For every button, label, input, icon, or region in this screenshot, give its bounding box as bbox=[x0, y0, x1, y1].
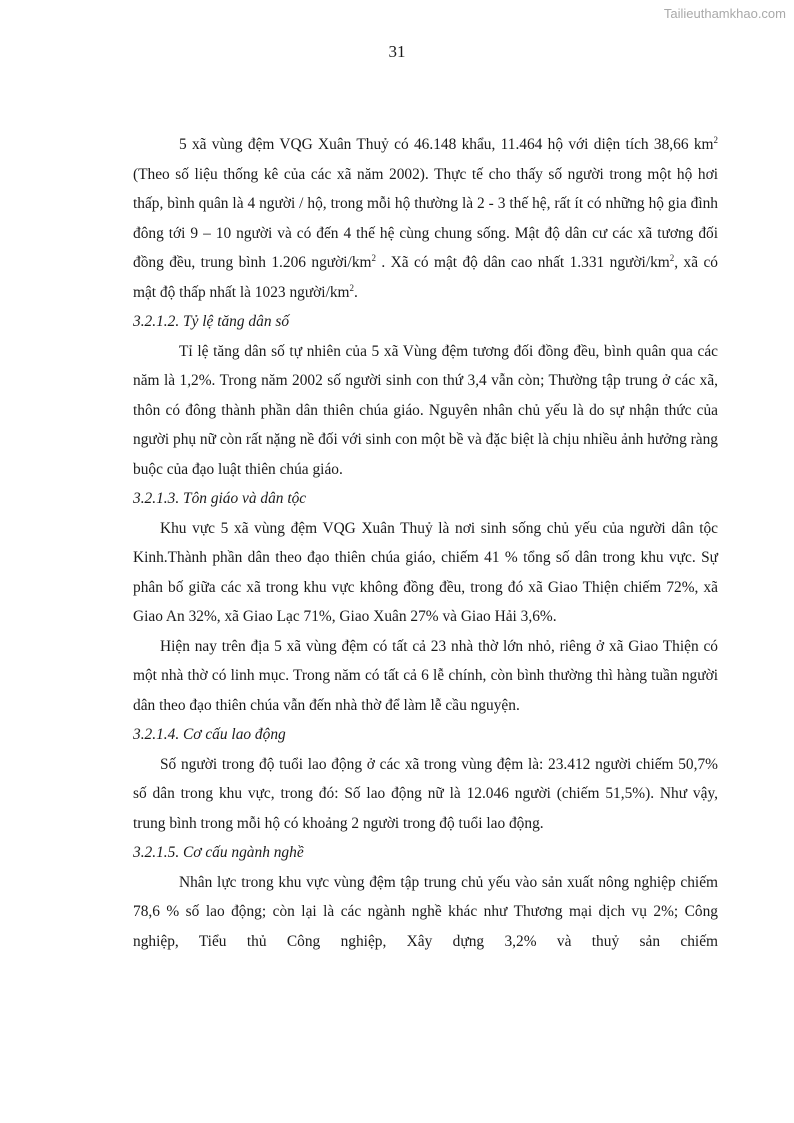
population-growth-paragraph: Tỉ lệ tăng dân số tự nhiên của 5 xã Vùng đệm tương đối đồng đều, bình quân qua các năm là 1,2%. Trong năm 2002 số người sinh con thứ 3,4 vẫn còn; Thường tập trung ở các xã, thôn có đông thành phần dân thiên chúa giáo. Nguyên nhân chủ yếu là do sự nhận thức của người phụ nữ còn rất nặng nề đối với sinh con một bề và đặc biệt là chịu nhiều ảnh hưởng ràng buộc của đạo luật thiên chúa giáo. bbox=[133, 342, 718, 478]
churches-paragraph: Hiện nay trên địa 5 xã vùng đệm có tất cả 23 nhà thờ lớn nhỏ, riêng ở xã Giao Thiện có một nhà thờ có linh mục. Trong năm có tất cả 6 lễ chính, còn bình thường thì hàng tuần người dân theo đạo thiên chúa vẫn đến nhà thờ để làm lễ cầu nguyện. bbox=[133, 637, 718, 714]
superscript-2: 2 bbox=[713, 135, 718, 145]
superscript-2: 2 bbox=[349, 282, 355, 293]
intro-text-2: (Theo số liệu thống kê của các xã năm 2002). Thực tế cho thấy số người trong một hộ hơi thấp, bình quân là 4 người / hộ, trong mỗi hộ thường là 2 - 3 thế hệ, rất ít có những hộ gia đình đông tới 9 – 10 người và có đến 4 thế hệ cùng chung sống. Mật độ dân cư các xã tương đối đồng đều, trung bình 1.206 người/km bbox=[133, 165, 718, 271]
page-number: 31 bbox=[388, 42, 406, 61]
section-heading-3215: 3.2.1.5. Cơ cấu ngành nghề bbox=[133, 844, 304, 861]
intro-text-1: 5 xã vùng đệm VQG Xuân Thuỷ có 46.148 khẩu, 11.464 hộ với diện tích 38,66 km bbox=[179, 136, 714, 153]
intro-text-4: , xã có mật độ thấp nhất là 1023 người/km bbox=[133, 254, 718, 301]
religion-ethnicity-paragraph: Khu vực 5 xã vùng đệm VQG Xuân Thuỷ là nơi sinh sống chủ yếu của người dân tộc Kinh.Thành phần dân theo đạo thiên chúa giáo, chiếm 41 % tổng số dân trong khu vực. Sự phân bố giữa các xã trong khu vực không đồng đều, trong đó xã Giao Thiện chiếm 72%, xã Giao An 32%, xã Giao Lạc 71%, Giao Xuân 27% và Giao Hải 3,6%. bbox=[133, 519, 718, 625]
occupation-structure-paragraph: Nhân lực trong khu vực vùng đệm tập trung chủ yếu vào sản xuất nông nghiệp chiếm 78,6 % số lao động; còn lại là các ngành nghề khác như Thương mại dịch vụ 2%; Công nghiệp, Tiểu thủ Công nghiệp, Xây dựng 3,2% và thuỷ sản chiếm bbox=[133, 873, 718, 950]
watermark-text: Tailieuthamkhao.com bbox=[663, 6, 786, 21]
intro-text-3: . Xã có mật độ dân cao nhất 1.331 người/km bbox=[376, 254, 670, 271]
section-heading-3214: 3.2.1.4. Cơ cấu lao động bbox=[133, 726, 286, 743]
intro-text-5: . bbox=[354, 283, 358, 301]
superscript-2: 2 bbox=[669, 253, 675, 263]
document-body bbox=[133, 130, 718, 956]
superscript-2: 2 bbox=[371, 253, 376, 263]
section-heading-3213: 3.2.1.3. Tôn giáo và dân tộc bbox=[133, 490, 307, 507]
section-heading-3212: 3.2.1.2. Tỷ lệ tăng dân số bbox=[133, 313, 290, 330]
intro-paragraph bbox=[133, 130, 718, 307]
labor-structure-paragraph: Số người trong độ tuổi lao động ở các xã trong vùng đệm là: 23.412 người chiếm 50,7% số dân trong khu vực, trong đó: Số lao động nữ là 12.046 người (chiếm 51,5%). Như vậy, trung bình trong mỗi hộ có khoảng 2 người trong độ tuổi lao động. bbox=[133, 755, 718, 832]
